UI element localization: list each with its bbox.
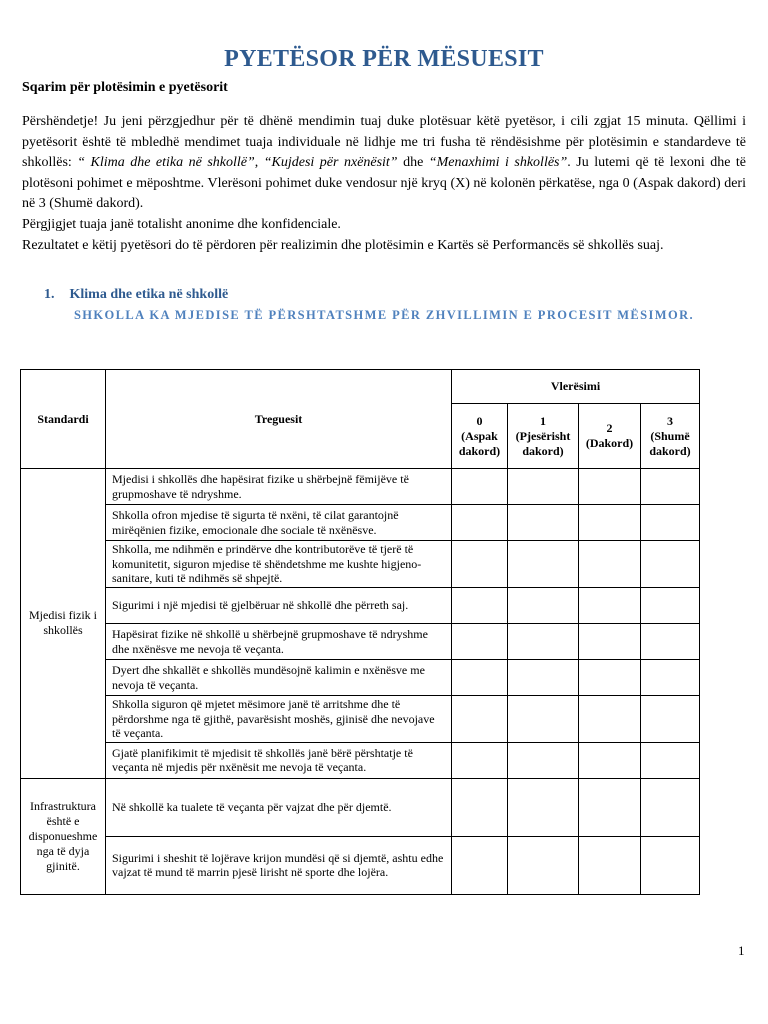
indicator-cell: Dyert dhe shkallët e shkollës mundësojnë kalimin e nxënësve me nevoja të veçanta. [106,660,452,696]
table-row [21,778,700,836]
rating-scale-label: (Shumë dakord) [649,428,691,458]
table-row [21,836,700,894]
rating-scale-label: (Pjesërisht dakord) [515,428,571,458]
table-row [21,660,700,696]
rating-scale-value: 3 [667,413,673,428]
rating-cell-3[interactable] [641,541,700,588]
table-row [21,541,700,588]
rating-cell-0[interactable] [452,624,508,660]
standard-column-header: Standardi [21,370,106,469]
section-heading [44,287,228,303]
intro-paragraph: Përshëndetje! Ju jeni përzgjedhur për të dhënë mendimin tuaj duke plotësuar këtë pyetësor, i cili zgjat 15 minuta. Qëllimi i pyetësorit është të mbledhë mendimet tuaja individuale në lidhje me tri fusha të rëndësishme për plotësimin e standardeve të shkollës: “ Klima dhe etika në shkollë”, “Kujdesi për nxënësit” dhe “Menaxhimi i shkollës”. Ju lutemi që të lexoni dhe të plotësoni pohimet e mëposhtme. Vlerësoni pohimet duke vendosur një kryq (X) në kolonën përkatëse, nga 0 (Aspak dakord) deri në 3 (Shumë dakord). [22,114,747,212]
rating-cell-1[interactable] [508,696,579,743]
rating-cell-1[interactable] [508,588,579,624]
rating-cell-0[interactable] [452,696,508,743]
rating-scale-header-2 [579,404,641,469]
indicator-cell: Shkolla siguron që mjetet mësimore janë të arritshme dhe të përdorshme nga të gjithë, pavarësisht moshës, gjinisë dhe nevojave të veçanta. [106,696,452,743]
section-subtitle: SHKOLLA KA MJEDISE TË PËRSHTATSHME PËR ZHVILLIMIN E PROCESIT MËSIMOR. [73,308,695,322]
rating-cell-1[interactable] [508,469,579,505]
rating-cell-3[interactable] [641,836,700,894]
rating-cell-2[interactable] [579,541,641,588]
table-row [21,696,700,743]
rating-table [20,369,700,895]
rating-cell-1[interactable] [508,778,579,836]
rating-cell-1[interactable] [508,836,579,894]
indicator-column-header: Treguesit [106,370,452,469]
page-title: PYETËSOR PËR MËSUESIT [224,46,544,72]
rating-cell-2[interactable] [579,742,641,778]
rating-scale-label: (Dakord) [585,436,634,450]
indicator-cell: Shkolla, me ndihmën e prindërve dhe kontributorëve të tjerë të komunitetit, siguron mjedise të shëndetshme me kushte higjeno-sanitare, kuti të ndihmës së shpejtë. [106,541,452,588]
rating-scale-value: 0 [476,413,483,428]
rating-cell-0[interactable] [452,778,508,836]
rating-cell-0[interactable] [452,742,508,778]
rating-cell-3[interactable] [641,469,700,505]
area-school-management: “Menaxhimi i shkollës” [428,155,568,171]
rating-cell-2[interactable] [579,836,641,894]
rating-cell-3[interactable] [641,505,700,541]
rating-cell-1[interactable] [508,541,579,588]
rating-cell-2[interactable] [579,624,641,660]
table-row [21,588,700,624]
indicator-cell: Hapësirat fizike në shkollë u shërbejnë grupmoshave të ndryshme dhe nxënësve me nevoja të veçanta. [106,624,452,660]
area-climate: “ Klima dhe etika në shkollë” [77,155,255,171]
page-number: 1 [738,943,745,958]
rating-cell-0[interactable] [452,660,508,696]
anonymity-note: Përgjigjet tuaja janë totalisht anonime dhe konfidenciale. [22,216,341,232]
indicator-cell: Shkolla ofron mjedise të sigurta të nxëni, të cilat garantojnë mirëqënien fizike, emocionale dhe sociale të nxënësve. [106,505,452,541]
rating-cell-1[interactable] [508,660,579,696]
indicator-cell: Sigurimi i një mjedisi të gjelbëruar në shkollë dhe përreth saj. [106,588,452,624]
rating-cell-1[interactable] [508,624,579,660]
indicator-cell: Gjatë planifikimit të mjedisit të shkollës janë bërë përshtatje të veçanta në mjedis për nxënësit me nevoja të veçanta. [106,742,452,778]
table-row [21,469,700,505]
intro-text [22,112,746,256]
rating-cell-3[interactable] [641,696,700,743]
standard-cell: Infrastruktura është e disponueshme nga të dyja gjinitë. [21,778,106,894]
rating-scale-header-0 [452,404,508,469]
rating-cell-2[interactable] [579,469,641,505]
rating-cell-3[interactable] [641,624,700,660]
rating-cell-2[interactable] [579,505,641,541]
rating-scale-label: (Aspak dakord) [458,428,501,458]
instructions-heading: Sqarim për plotësimin e pyetësorit [22,80,228,95]
rating-cell-2[interactable] [579,778,641,836]
rating-cell-1[interactable] [508,742,579,778]
indicator-cell: Mjedisi i shkollës dhe hapësirat fizike u shërbejnë fëmijëve të grupmoshave të ndryshme. [106,469,452,505]
indicator-cell: Në shkollë ka tualete të veçanta për vajzat dhe për djemtë. [106,778,452,836]
rating-cell-0[interactable] [452,469,508,505]
table-header [21,370,700,469]
rating-cell-0[interactable] [452,836,508,894]
table-row [21,505,700,541]
results-note: Rezultatet e këtij pyetësori do të përdoren për realizimin dhe plotësimin e Kartës së Performancës së shkollës suaj. [22,237,664,253]
rating-scale-value: 1 [540,413,546,428]
indicator-cell: Sigurimi i sheshit të lojërave krijon mundësi që si djemtë, ashtu edhe vajzat të mund të marrin pjesë lirisht në sporte dhe lojëra. [106,836,452,894]
rating-cell-2[interactable] [579,660,641,696]
rating-scale-value: 2 [606,421,613,435]
rating-cell-0[interactable] [452,505,508,541]
rating-cell-3[interactable] [641,660,700,696]
rating-cell-2[interactable] [579,696,641,743]
rating-cell-3[interactable] [641,742,700,778]
rating-cell-3[interactable] [641,588,700,624]
rating-cell-0[interactable] [452,588,508,624]
rating-scale-header-3 [641,404,700,469]
rating-column-header: Vlerësimi [452,370,700,404]
table-row [21,624,700,660]
table-row [21,742,700,778]
rating-cell-0[interactable] [452,541,508,588]
standard-cell: Mjedisi fizik i shkollës [21,469,106,779]
rating-cell-3[interactable] [641,778,700,836]
rating-cell-1[interactable] [508,505,579,541]
area-student-care: “Kujdesi për nxënësit” [263,155,398,171]
rating-cell-2[interactable] [579,588,641,624]
rating-scale-header-1 [508,404,579,469]
section-number: 1. [44,287,55,302]
section-title: Klima dhe etika në shkollë [69,287,229,302]
